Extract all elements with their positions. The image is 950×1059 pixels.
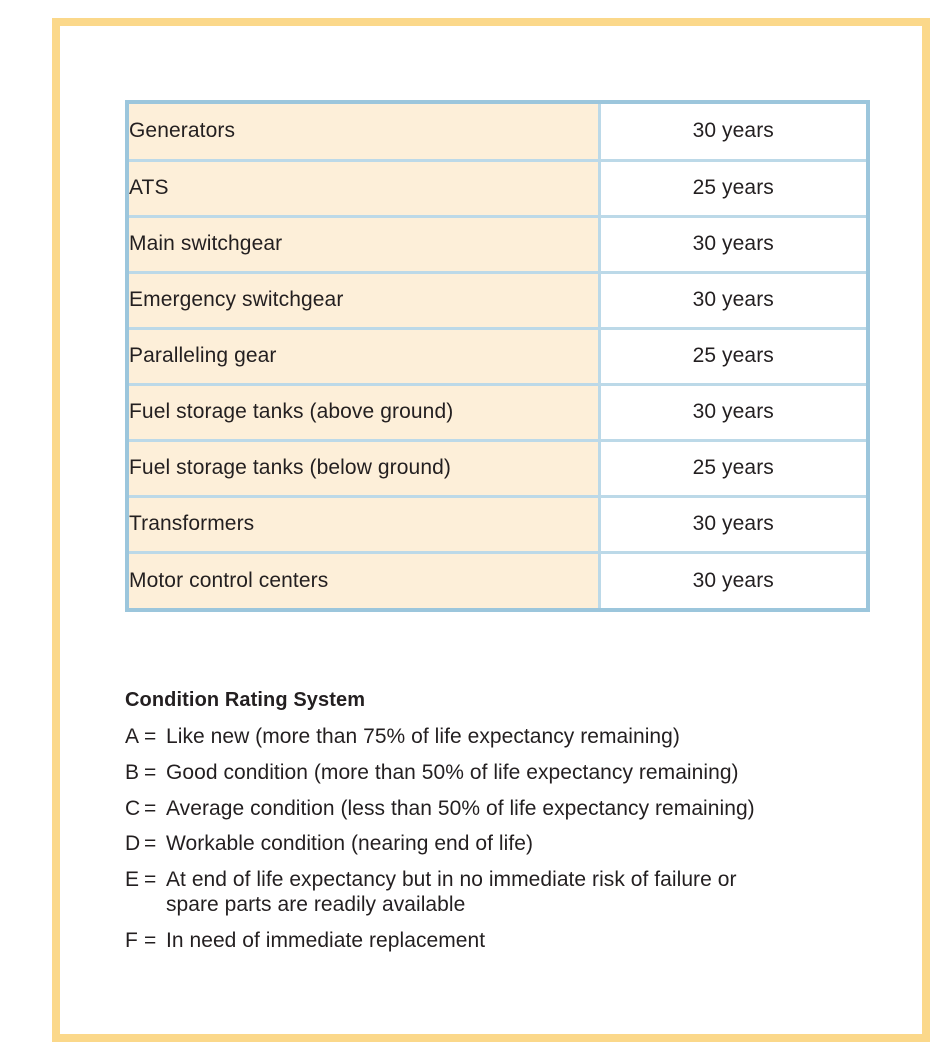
- rating-description-wrapper: [166, 761, 885, 786]
- content-area: [60, 26, 938, 1050]
- table-row: [129, 272, 866, 328]
- life-expectancy-cell: 25 years: [599, 440, 866, 496]
- rating-entry: [125, 929, 885, 954]
- rating-description: Workable condition (nearing end of life): [166, 832, 533, 856]
- table-row: [129, 440, 866, 496]
- life-expectancy-cell: 30 years: [599, 496, 866, 552]
- equipment-name-cell: Fuel storage tanks (below ground): [129, 440, 599, 496]
- decorative-frame: [52, 18, 930, 1042]
- life-expectancy-cell: 30 years: [599, 272, 866, 328]
- rating-description-wrapper: [166, 929, 885, 954]
- rating-letter: C: [125, 796, 141, 820]
- life-expectancy-cell: 30 years: [599, 104, 866, 160]
- rating-entry: [125, 761, 885, 786]
- rating-entry-list: [125, 725, 885, 953]
- equipment-name-cell: Fuel storage tanks (above ground): [129, 384, 599, 440]
- rating-letter: E: [125, 868, 140, 892]
- table-row: [129, 552, 866, 608]
- rating-description-wrapper: [166, 725, 885, 750]
- rating-equals-sign: =: [144, 928, 157, 952]
- table-row: [129, 328, 866, 384]
- equipment-name-cell: Transformers: [129, 496, 599, 552]
- equipment-name-cell: Emergency switchgear: [129, 272, 599, 328]
- rating-entry: [125, 832, 885, 857]
- table-row: [129, 160, 866, 216]
- rating-equals-sign: =: [144, 832, 157, 856]
- rating-description: In need of immediate replacement: [166, 928, 486, 952]
- table-row: [129, 384, 866, 440]
- equipment-name-cell: Paralleling gear: [129, 328, 599, 384]
- rating-system-title: Condition Rating System: [125, 689, 366, 711]
- rating-letter: D: [125, 832, 141, 856]
- rating-description: At end of life expectancy but in no immediate risk of failure or: [166, 868, 737, 892]
- table-row: [129, 216, 866, 272]
- condition-rating-system: [125, 689, 885, 964]
- rating-description-wrapper: [166, 868, 885, 918]
- table-row: [129, 104, 866, 160]
- life-expectancy-cell: 30 years: [599, 216, 866, 272]
- rating-description-wrapper: [166, 797, 885, 822]
- rating-equals-sign: =: [144, 796, 157, 820]
- rating-equals-sign: =: [144, 760, 157, 784]
- equipment-name-cell: Main switchgear: [129, 216, 599, 272]
- equipment-name-cell: Motor control centers: [129, 552, 599, 608]
- rating-letter: B: [125, 760, 140, 784]
- table-row: [129, 496, 866, 552]
- rating-letter: F: [125, 928, 138, 952]
- equipment-name-cell: Generators: [129, 104, 599, 160]
- rating-letter: A: [125, 725, 140, 748]
- rating-description-wrapper: [166, 832, 885, 857]
- rating-description: Good condition (more than 50% of life expectancy remaining): [166, 760, 739, 784]
- table-body: [129, 104, 866, 608]
- life-expectancy-cell: 30 years: [599, 384, 866, 440]
- rating-description-continued: spare parts are readily available: [166, 892, 466, 916]
- rating-entry: [125, 725, 885, 750]
- life-expectancy-table: [125, 100, 870, 612]
- rating-equals-sign: =: [144, 868, 157, 892]
- rating-entry: [125, 797, 885, 822]
- rating-description: Like new (more than 75% of life expectancy remaining): [166, 725, 680, 748]
- rating-entry: [125, 868, 885, 918]
- equipment-name-cell: ATS: [129, 160, 599, 216]
- life-expectancy-cell: 25 years: [599, 160, 866, 216]
- rating-equals-sign: =: [144, 725, 157, 748]
- life-expectancy-cell: 25 years: [599, 328, 866, 384]
- rating-description: Average condition (less than 50% of life expectancy remaining): [166, 796, 755, 820]
- life-expectancy-cell: 30 years: [599, 552, 866, 608]
